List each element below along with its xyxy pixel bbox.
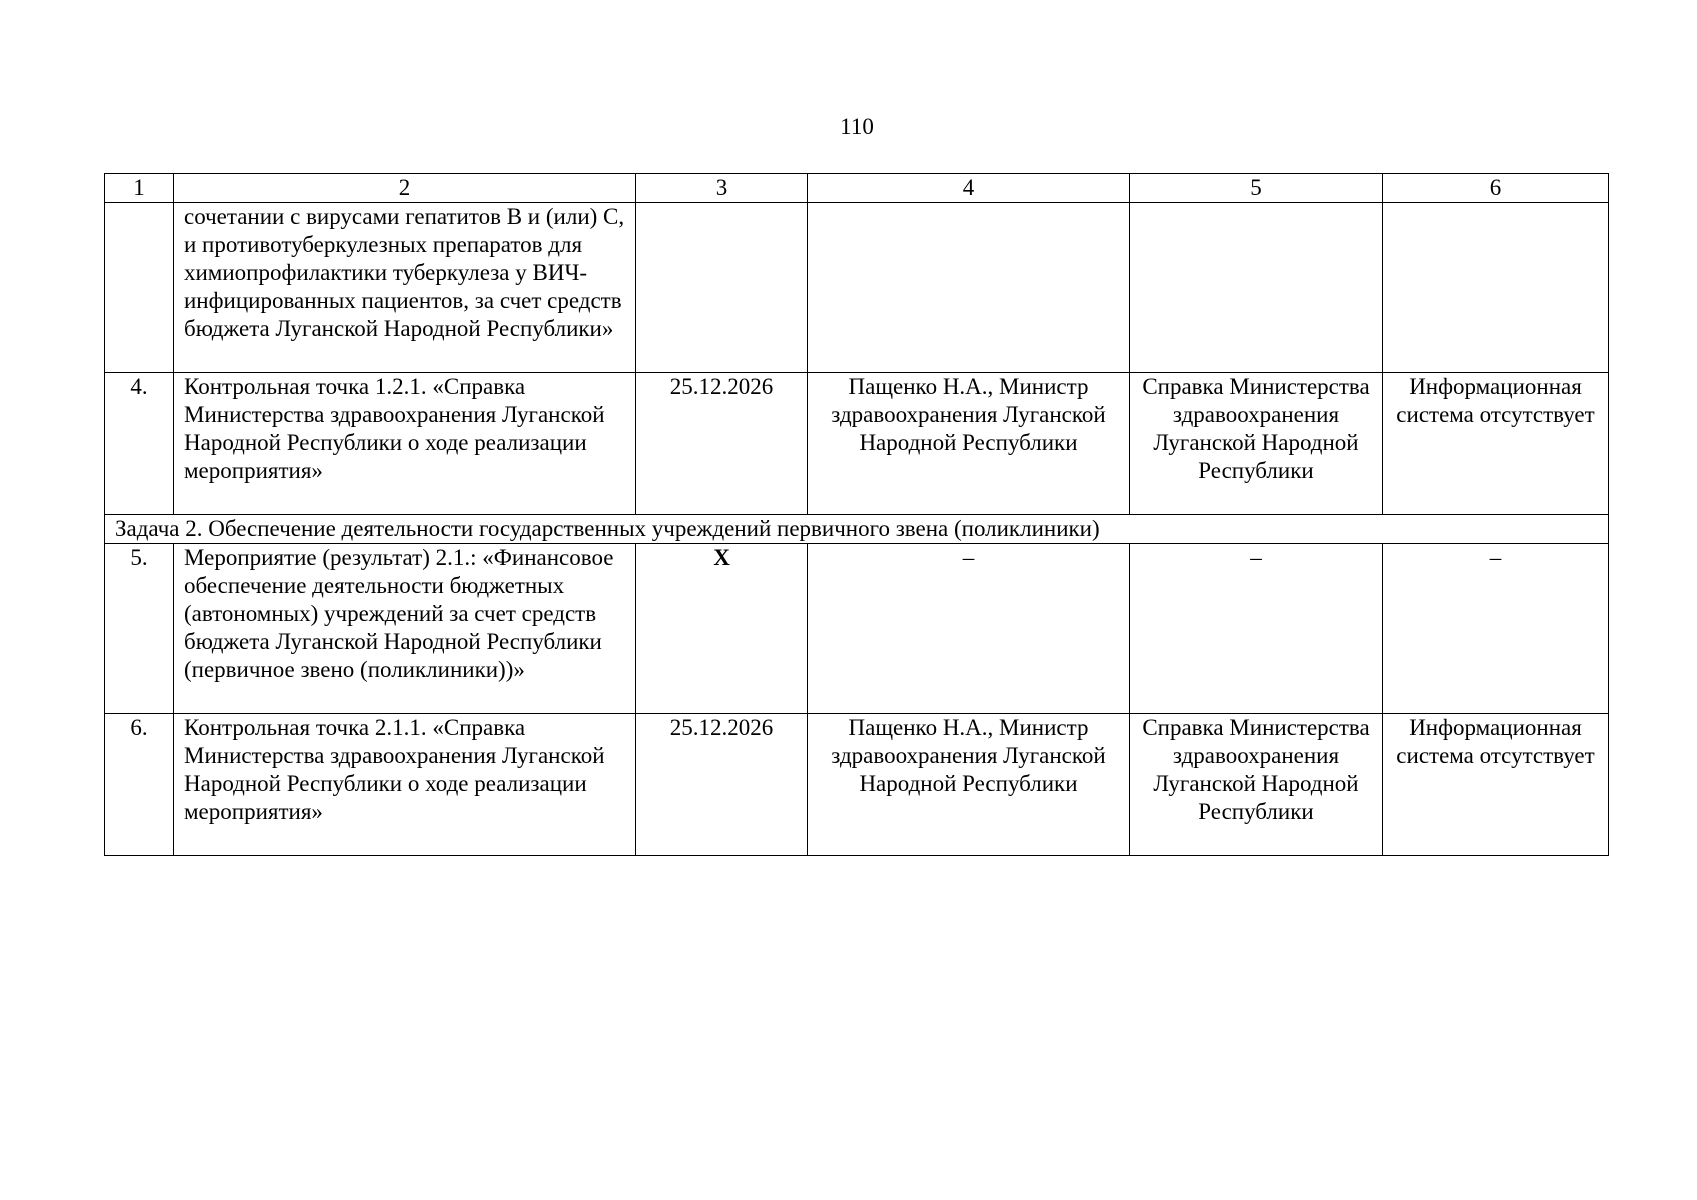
row-number [105,203,174,373]
row-responsible [808,203,1130,373]
row-responsible: – [808,544,1130,714]
row-name: Контрольная точка 2.1.1. «Справка Министерства здравоохранения Луганской Народной Республики о ходе реализации мероприятия» [174,714,636,856]
row-date: X [636,544,808,714]
page-number: 110 [840,114,874,139]
row-date: 25.12.2026 [636,714,808,856]
row-number: 6. [105,714,174,856]
row-document: – [1130,544,1383,714]
header-col-2: 2 [174,174,636,203]
row-date: 25.12.2026 [636,373,808,515]
header-col-3: 3 [636,174,808,203]
row-number: 5. [105,544,174,714]
row-document: Справка Министерства здравоохранения Луганской Народной Республики [1130,714,1383,856]
table-row-5 [105,544,1609,714]
row-system: Информационная система отсутствует [1383,373,1609,515]
row-document [1130,203,1383,373]
row-responsible: Пащенко Н.А., Министр здравоохранения Луганской Народной Республики [808,714,1130,856]
task-row-2 [105,515,1609,544]
header-col-5: 5 [1130,174,1383,203]
header-col-6: 6 [1383,174,1609,203]
header-col-4: 4 [808,174,1130,203]
row-name: Мероприятие (результат) 2.1.: «Финансовое обеспечение деятельности бюджетных (автономных) учреждений за счет средств бюджета Луганской Народной Республики (первичное звено (поликлиники))» [174,544,636,714]
row-system: Информационная система отсутствует [1383,714,1609,856]
task-heading: Задача 2. Обеспечение деятельности государственных учреждений первичного звена (поликлиники) [105,515,1609,544]
row-number: 4. [105,373,174,515]
row-document: Справка Министерства здравоохранения Луганской Народной Республики [1130,373,1383,515]
row-name: Контрольная точка 1.2.1. «Справка Министерства здравоохранения Луганской Народной Республики о ходе реализации мероприятия» [174,373,636,515]
table-row-continuation [105,203,1609,373]
header-col-1: 1 [105,174,174,203]
row-responsible: Пащенко Н.А., Министр здравоохранения Луганской Народной Республики [808,373,1130,515]
row-name: сочетании с вирусами гепатитов В и (или) С, и противотуберкулезных препаратов для химиопрофилактики туберкулеза у ВИЧ-инфицированных пациентов, за счет средств бюджета Луганской Народной Республики» [174,203,636,373]
row-date [636,203,808,373]
activities-table [104,173,1609,856]
table-header-row [105,174,1609,203]
table-row-6 [105,714,1609,856]
row-system: – [1383,544,1609,714]
table-row-4 [105,373,1609,515]
row-system [1383,203,1609,373]
